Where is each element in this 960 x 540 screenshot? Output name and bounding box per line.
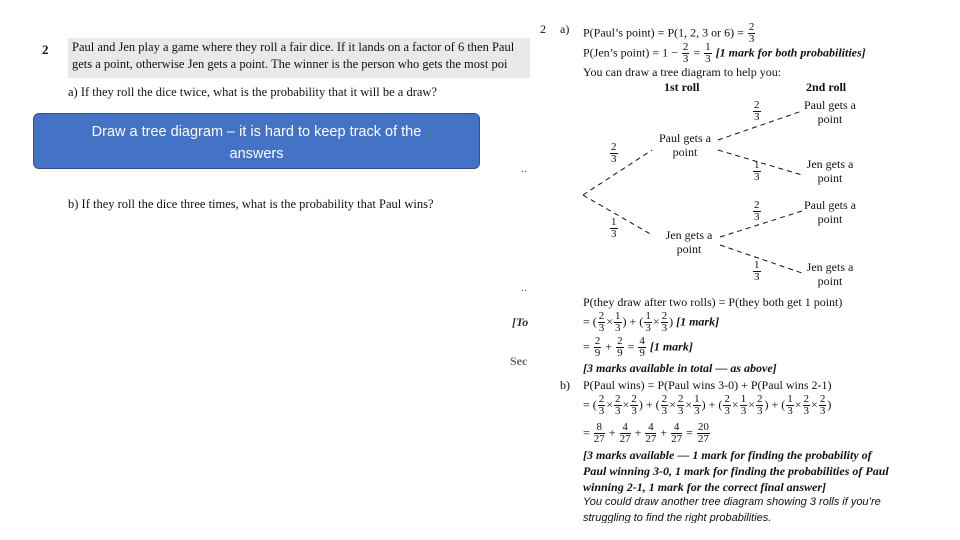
fraction-two-thirds: $\frac{2}{3}$ [661, 310, 668, 334]
tree-leaf-jen-jen: Jen gets a point [806, 260, 854, 288]
answer-line2: P(Jen’s point) = 1 − $\frac{2}{3}$ = $\frac{1}{3}$ [1 mark for both probabilities] [583, 41, 866, 65]
answer-b-working-1: = ( $\frac{2}{3}$ × $\frac{2}{3}$ × $\frac{2}{3}$ ) + ( $\frac{2}{3}$ × $\frac{2}{3}$ × $\frac{1}{3}$ ) + ( $\frac{2}{3}$ × $\frac{1}{3}$ × $\frac{2}{3}$ ) + ( $\frac{1}{3}$ × $\frac{2}{3}$ × $\frac{2}{3}$ ) [583, 393, 832, 417]
fraction-two-thirds: $\frac{2}{3}$ [615, 393, 621, 417]
tree-node-paul-point: Paul gets a point [659, 131, 711, 159]
fraction-one-third: $\frac{1}{3}$ [787, 393, 793, 417]
answer-b-marks-line2: Paul winning 3-0, 1 mark for finding the probabilities of Paul [583, 464, 889, 478]
branch-jen-paul [720, 211, 802, 237]
fraction-one-third: $\frac{1}{3}$ [645, 310, 651, 334]
answer-b-working-2: = $\frac{8}{27}$ + $\frac{4}{27}$ + $\frac{4}{27}$ + $\frac{4}{27}$ = $\frac{20}{27}$ [583, 421, 709, 445]
question-part-b: b) If they roll the dice three times, what is the probability that Paul wins? [68, 197, 434, 211]
fraction-four-27: $\frac{4}{27}$ [645, 421, 657, 445]
fraction-two-thirds: $\frac{2}{3}$ [598, 393, 605, 417]
fraction-two-thirds: $\frac{2}{3}$ [598, 310, 605, 334]
fraction-one-third: $\frac{1}{3}$ [694, 393, 700, 417]
tree-header-2nd-roll: 2nd roll [806, 80, 847, 94]
tree-prob-jp: $\frac{2}{3}$ [754, 199, 760, 223]
question-part-a: a) If they roll the dice twice, what is the probability that it will be a draw? [68, 85, 437, 99]
tree-header-1st-roll: 1st roll [664, 80, 700, 94]
tree-prob-pj: $\frac{1}{3}$ [754, 159, 760, 183]
tree-prob-pp: $\frac{2}{3}$ [754, 99, 760, 123]
fraction-two-thirds: $\frac{2}{3}$ [756, 393, 763, 417]
answer-b-line1: P(Paul wins) = P(Paul wins 3-0) + P(Paul wins 2-1) [583, 378, 832, 392]
tree-node-jen-point: Jen gets a point [665, 228, 713, 256]
fraction-two-ninths: $\frac{2}{9}$ [594, 335, 601, 359]
fraction-four-27: $\frac{4}{27}$ [671, 421, 683, 445]
branch-jen-jen [720, 245, 802, 273]
question-text-line1: Paul and Jen play a game where they roll a fair dice. If it lands on a factor of 6 then Paul [72, 40, 515, 54]
answer-draw-working-2: = $\frac{2}{9}$ + $\frac{2}{9}$ = $\frac{4}{9}$ [1 mark] [583, 335, 693, 359]
branch-jen-1 [583, 195, 652, 235]
answer-line1-text: P(Paul’s point) = P(1, 2, 3 or 6) = [583, 25, 744, 40]
fragment-dots-1: .. [521, 161, 527, 175]
answer-part-b-label: b) [560, 378, 570, 392]
mark-2: [1 mark] [649, 339, 693, 354]
branch-paul-1 [583, 150, 652, 195]
answer-part-a-label: a) [560, 22, 570, 36]
mark-1: [1 mark] [676, 314, 720, 329]
fraction-one-third: $\frac{1}{3}$ [615, 310, 621, 334]
fraction-one-third: $\frac{1}{3}$ [740, 393, 747, 417]
answer-b-marks-line3: winning 2-1, 1 mark for the correct final answer] [583, 480, 827, 494]
answer-tip-line2: struggling to find the right probabilities. [583, 512, 772, 523]
answer-draw-line: P(they draw after two rolls) = P(they both get 1 point) [583, 295, 843, 309]
fragment-total: [To [512, 315, 529, 329]
fragment-dots-2: .. [521, 280, 527, 294]
tree-prob-first-paul: $\frac{2}{3}$ [611, 141, 617, 165]
answer-marks-total: [3 marks available in total — as above] [583, 361, 777, 375]
fraction-two-ninths: $\frac{2}{9}$ [617, 335, 623, 359]
tree-prob-first-jen: $\frac{1}{3}$ [611, 216, 617, 240]
answer-draw-working-1: = ( $\frac{2}{3}$ × $\frac{1}{3}$ ) + ( $\frac{1}{3}$ × $\frac{2}{3}$ ) [1 mark] [583, 310, 720, 334]
fraction-two-thirds: $\frac{2}{3}$ [682, 41, 689, 65]
answer-b-marks-line1: [3 marks available — 1 mark for finding the probability of [583, 448, 872, 462]
hint-callout-line1: Draw a tree diagram – it is hard to keep track of the [91, 124, 422, 140]
answer-number: 2 [540, 22, 546, 36]
tree-prob-jj: $\frac{1}{3}$ [754, 259, 760, 283]
fraction-two-thirds: $\frac{2}{3}$ [631, 393, 637, 417]
fraction-eight-27: $\frac{8}{27}$ [593, 421, 605, 445]
fraction-twenty-27: $\frac{20}{27}$ [697, 421, 709, 445]
fraction-two-thirds: $\frac{2}{3}$ [677, 393, 684, 417]
question-text-box [68, 38, 530, 78]
tree-leaf-paul-jen: Jen gets a point [806, 157, 854, 185]
fraction-four-27: $\frac{4}{27}$ [619, 421, 631, 445]
answer-line2-text: P(Jen’s point) = 1 − [583, 45, 678, 60]
fraction-two-thirds: $\frac{2}{3}$ [819, 393, 826, 417]
fraction-two-thirds: $\frac{2}{3}$ [803, 393, 810, 417]
answer-line3: You can draw a tree diagram to help you: [583, 65, 782, 79]
tree-leaf-paul-paul: Paul gets a point [804, 98, 856, 126]
question-number: 2 [42, 42, 49, 57]
fraction-one-third: $\frac{1}{3}$ [705, 41, 711, 65]
hint-callout-line2: answers [229, 146, 284, 162]
fragment-section: Sec [510, 354, 528, 368]
tree-leaf-jen-paul: Paul gets a point [804, 198, 856, 226]
answer-tip-line1: You could draw another tree diagram showing 3 rolls if you’re [583, 496, 881, 508]
fraction-two-thirds: $\frac{2}{3}$ [724, 393, 730, 417]
hint-callout [33, 113, 480, 169]
fraction-four-ninths: $\frac{4}{9}$ [639, 335, 645, 359]
fraction-two-thirds: $\frac{2}{3}$ [661, 393, 668, 417]
answer-line2-mark: [1 mark for both probabilities] [715, 45, 866, 60]
fraction-two-thirds: $\frac{2}{3}$ [748, 21, 755, 45]
question-text-line2: gets a point, otherwise Jen gets a point. The winner is the person who gets the most poi [72, 57, 508, 71]
